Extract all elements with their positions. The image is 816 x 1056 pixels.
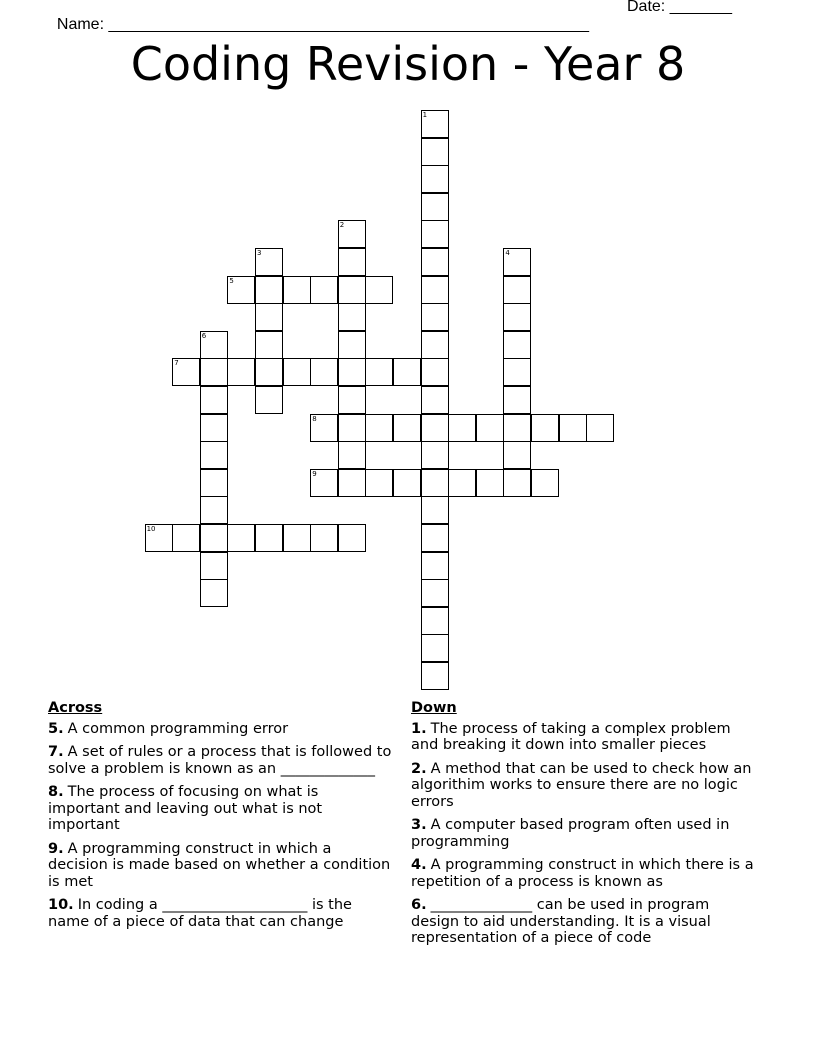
clue-text: The process of taking a complex problem and breaking it down into smaller pieces bbox=[411, 720, 731, 753]
crossword-cell[interactable] bbox=[255, 248, 283, 276]
crossword-cell[interactable] bbox=[448, 469, 476, 497]
crossword-cell[interactable] bbox=[393, 358, 421, 386]
crossword-cell[interactable] bbox=[421, 165, 449, 193]
clue-number-label: 3 bbox=[257, 249, 262, 257]
crossword-cell[interactable] bbox=[503, 414, 531, 442]
crossword-cell[interactable] bbox=[421, 579, 449, 607]
crossword-cell[interactable] bbox=[338, 469, 366, 497]
crossword-cell[interactable] bbox=[421, 386, 449, 414]
crossword-cell[interactable] bbox=[421, 220, 449, 248]
crossword-cell[interactable] bbox=[200, 496, 228, 524]
crossword-cell[interactable] bbox=[503, 248, 531, 276]
crossword-cell[interactable] bbox=[365, 276, 393, 304]
crossword-cell[interactable] bbox=[338, 276, 366, 304]
clue-number: 4. bbox=[411, 857, 427, 873]
crossword-cell[interactable] bbox=[172, 358, 200, 386]
crossword-cell[interactable] bbox=[200, 579, 228, 607]
crossword-cell[interactable] bbox=[338, 386, 366, 414]
crossword-cell[interactable] bbox=[559, 414, 587, 442]
crossword-cell[interactable] bbox=[338, 414, 366, 442]
down-clues bbox=[411, 700, 756, 954]
crossword-cell[interactable] bbox=[421, 496, 449, 524]
clue-text: ______________ can be used in program design to aid understanding. It is a visual representation of a piece of code bbox=[411, 897, 711, 946]
crossword-cell[interactable] bbox=[421, 138, 449, 166]
clue-text: A programming construct in which a decision is made based on whether a condition is met bbox=[48, 840, 391, 890]
crossword-cell[interactable] bbox=[255, 303, 283, 331]
crossword-cell[interactable] bbox=[200, 331, 228, 359]
crossword-cell[interactable] bbox=[172, 524, 200, 552]
clue-text: A programming construct in which there is a repetition of a process is known as bbox=[411, 857, 754, 890]
crossword-cell[interactable] bbox=[393, 469, 421, 497]
date-field-label: Date: _______ bbox=[627, 0, 732, 15]
crossword-cell[interactable] bbox=[227, 524, 255, 552]
clue-number-label: 10 bbox=[146, 525, 156, 533]
clue-text: The process of focusing on what is important and leaving out what is not important bbox=[48, 784, 323, 833]
crossword-cell[interactable] bbox=[200, 414, 228, 442]
crossword-cell[interactable] bbox=[200, 469, 228, 497]
clue-number: 1. bbox=[411, 720, 427, 737]
across-clue-5 bbox=[48, 721, 393, 738]
across-clue-8 bbox=[48, 784, 393, 834]
crossword-cell[interactable] bbox=[338, 303, 366, 331]
crossword-cell[interactable] bbox=[283, 524, 311, 552]
crossword-cell[interactable] bbox=[503, 441, 531, 469]
crossword-cell[interactable] bbox=[531, 469, 559, 497]
crossword-cell[interactable] bbox=[283, 276, 311, 304]
crossword-cell[interactable] bbox=[421, 607, 449, 635]
crossword-cell[interactable] bbox=[255, 524, 283, 552]
clue-number: 6. bbox=[411, 897, 427, 913]
across-clue-7 bbox=[48, 744, 393, 777]
clue-number: 8. bbox=[48, 784, 64, 800]
down-heading: Down bbox=[411, 700, 457, 716]
clue-number-label: 1 bbox=[422, 111, 428, 119]
clue-number: 5. bbox=[48, 720, 64, 737]
crossword-cell[interactable] bbox=[421, 358, 449, 386]
clue-number: 2. bbox=[411, 760, 427, 777]
crossword-cell[interactable] bbox=[255, 331, 283, 359]
crossword-cell[interactable] bbox=[310, 276, 338, 304]
crossword-cell[interactable] bbox=[503, 358, 531, 386]
crossword-cell[interactable] bbox=[421, 276, 449, 304]
crossword-cell[interactable] bbox=[227, 358, 255, 386]
down-clue-6 bbox=[411, 897, 756, 947]
crossword-cell[interactable] bbox=[448, 414, 476, 442]
clue-number-label: 8 bbox=[312, 414, 317, 423]
down-clue-1 bbox=[411, 721, 756, 754]
crossword-cell[interactable] bbox=[503, 469, 531, 497]
crossword-cell[interactable] bbox=[310, 469, 338, 497]
crossword-cell[interactable] bbox=[255, 358, 283, 386]
crossword-cell[interactable] bbox=[421, 469, 449, 497]
down-clue-2 bbox=[411, 761, 756, 811]
crossword-cell[interactable] bbox=[531, 414, 559, 442]
crossword-cell[interactable] bbox=[421, 552, 449, 580]
crossword-cell[interactable] bbox=[338, 248, 366, 276]
crossword-cell[interactable] bbox=[338, 220, 366, 248]
crossword-cell[interactable] bbox=[365, 358, 393, 386]
down-clue-4 bbox=[411, 857, 756, 890]
crossword-cell[interactable] bbox=[421, 193, 449, 221]
crossword-cell[interactable] bbox=[200, 358, 228, 386]
crossword-cell[interactable] bbox=[393, 414, 421, 442]
clue-number-label: 4 bbox=[505, 249, 510, 257]
clue-number-label: 9 bbox=[312, 469, 317, 478]
clue-number: 9. bbox=[48, 840, 64, 857]
crossword-cell[interactable] bbox=[365, 414, 393, 442]
crossword-cell[interactable] bbox=[310, 358, 338, 386]
crossword-cell[interactable] bbox=[338, 524, 366, 552]
across-clue-9 bbox=[48, 841, 393, 891]
crossword-cell[interactable] bbox=[338, 358, 366, 386]
crossword-cell[interactable] bbox=[283, 358, 311, 386]
crossword-cell[interactable] bbox=[200, 552, 228, 580]
page-title: Coding Revision - Year 8 bbox=[130, 37, 686, 91]
crossword-cell[interactable] bbox=[503, 331, 531, 359]
crossword-cell[interactable] bbox=[503, 276, 531, 304]
crossword-cell[interactable] bbox=[421, 414, 449, 442]
crossword-cell[interactable] bbox=[421, 110, 449, 138]
clue-text: A common programming error bbox=[67, 720, 289, 737]
crossword-cell[interactable] bbox=[586, 414, 614, 442]
crossword-cell[interactable] bbox=[421, 634, 449, 662]
crossword-cell[interactable] bbox=[227, 276, 255, 304]
crossword-cell[interactable] bbox=[338, 441, 366, 469]
clue-number: 7. bbox=[48, 744, 64, 760]
crossword-cell[interactable] bbox=[421, 303, 449, 331]
down-clue-3 bbox=[411, 817, 756, 850]
crossword-cell[interactable] bbox=[200, 441, 228, 469]
crossword-cell[interactable] bbox=[365, 469, 393, 497]
crossword-cell[interactable] bbox=[310, 524, 338, 552]
clue-text: A set of rules or a process that is followed to solve a problem is known as an _____________ bbox=[48, 744, 392, 777]
crossword-cell[interactable] bbox=[421, 662, 449, 690]
clue-number-label: 7 bbox=[174, 359, 179, 368]
clue-number-label: 5 bbox=[229, 276, 234, 285]
crossword-cell[interactable] bbox=[503, 386, 531, 414]
clue-text: A computer based program often used in programming bbox=[411, 817, 730, 850]
crossword-cell[interactable] bbox=[476, 414, 504, 442]
across-heading: Across bbox=[48, 700, 103, 716]
crossword-cell[interactable] bbox=[503, 303, 531, 331]
crossword-cell[interactable] bbox=[255, 276, 283, 304]
crossword-cell[interactable] bbox=[421, 331, 449, 359]
crossword-cell[interactable] bbox=[310, 414, 338, 442]
crossword-cell[interactable] bbox=[421, 524, 449, 552]
crossword-cell[interactable] bbox=[145, 524, 173, 552]
crossword-cell[interactable] bbox=[255, 386, 283, 414]
crossword-cell[interactable] bbox=[421, 441, 449, 469]
clue-number: 10. bbox=[48, 897, 74, 913]
clue-number-label: 2 bbox=[339, 221, 345, 230]
clue-text: A method that can be used to check how an algorithim works to ensure there are no logic errors bbox=[411, 760, 752, 810]
clue-number: 3. bbox=[411, 817, 427, 833]
across-clue-10 bbox=[48, 897, 393, 930]
crossword-cell[interactable] bbox=[338, 331, 366, 359]
clue-number-label: 6 bbox=[201, 331, 207, 340]
clue-text: In coding a ____________________ is the name of a piece of data that can change bbox=[48, 897, 352, 930]
crossword-cell[interactable] bbox=[200, 524, 228, 552]
crossword-cell[interactable] bbox=[476, 469, 504, 497]
name-field-label: Name: ______________________________________________________ bbox=[56, 16, 589, 33]
crossword-cell[interactable] bbox=[421, 248, 449, 276]
crossword-cell[interactable] bbox=[200, 386, 228, 414]
across-clues bbox=[48, 700, 393, 937]
